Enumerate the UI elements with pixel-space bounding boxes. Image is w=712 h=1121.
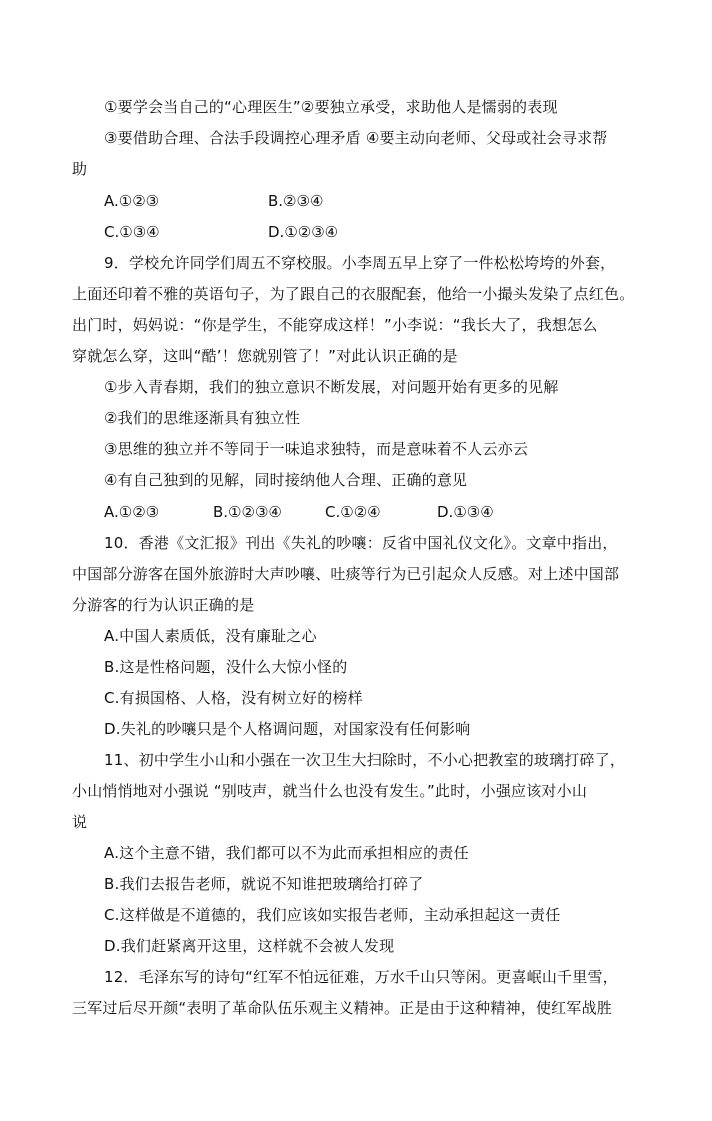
q8-option-c: C.①③④: [104, 223, 160, 241]
q9-stem-line-4: 穿就怎么穿，这叫“酷’！您就别管了！”对此认识正确的是: [72, 347, 458, 365]
q11-stem-line-2: 小山悄悄地对小强说 “别吱声，就当什么也没有发生。”此时，小强应该对小山: [72, 782, 588, 800]
q9-statement-1: ①步入青春期，我们的独立意识不断发展，对问题开始有更多的见解: [104, 378, 559, 396]
q11-option-c: C.这样做是不道德的，我们应该如实报告老师，主动承担起这一责任: [104, 906, 561, 924]
q9-stem-line-1: 9．学校允许同学们周五不穿校服。小李周五早上穿了一件松松垮垮的外套，: [104, 254, 616, 272]
q10-option-c: C.有损国格、人格，没有树立好的榜样: [104, 689, 363, 707]
q10-option-a: A.中国人素质低，没有廉耻之心: [104, 627, 317, 645]
q9-stem-line-2: 上面还印着不雅的英语句子，为了跟自己的衣服配套，他给一小撮头发染了点红色。: [72, 285, 635, 303]
q9-statement-3: ③思维的独立并不等同于一味追求独特，而是意味着不人云亦云: [104, 440, 529, 458]
q12-stem-line-2: 三军过后尽开颜“表明了革命队伍乐观主义精神。正是由于这种精神，使红军战胜: [72, 999, 612, 1017]
q10-stem-line-2: 中国部分游客在国外旅游时大声吵嚷、吐痰等行为已引起众人反感。对上述中国部: [72, 565, 620, 583]
q8-option-a: A.①②③: [104, 192, 160, 210]
q8-statement-1-2: ①要学会当自己的“心理医生”②要独立承受，求助他人是懦弱的表现: [104, 98, 558, 116]
q12-stem-line-1: 12．毛泽东写的诗句“红军不怕远征难，万水千山只等闲。更喜岷山千里雪，: [104, 968, 618, 986]
q10-stem-line-3: 分游客的行为认识正确的是: [72, 596, 255, 614]
q10-stem-line-1: 10．香港《文汇报》刊出《失礼的吵嚷：反省中国礼仪文化》。文章中指出，: [104, 534, 618, 552]
q11-option-b: B.我们去报告老师，就说不知谁把玻璃给打碎了: [104, 875, 424, 893]
q9-stem-line-3: 出门时，妈妈说：“你是学生，不能穿成这样！”小李说：“我长大了，我想怎么: [72, 316, 598, 334]
q11-option-d: D.我们赶紧离开这里，这样就不会被人发现: [104, 937, 395, 955]
q9-statement-4: ④有自己独到的见解，同时接纳他人合理、正确的意见: [104, 471, 468, 489]
q11-stem-line-1: 11、初中学生小山和小强在一次卫生大扫除时，不小心把教室的玻璃打碎了，: [104, 751, 626, 769]
q10-option-b: B.这是性格问题，没什么大惊小怪的: [104, 658, 348, 676]
q9-option-d: D.①③④: [437, 503, 494, 521]
q9-option-c: C.①②④: [325, 503, 381, 521]
q8-option-b: B.②③④: [268, 192, 324, 210]
q9-option-b: B.①②③④: [213, 503, 282, 521]
q10-option-d: D.失礼的吵嚷只是个人格调问题，对国家没有任何影响: [104, 720, 471, 738]
q11-option-a: A.这个主意不错，我们都可以不为此而承担相应的责任: [104, 844, 469, 862]
q8-statement-3-4: ③要借助合理、合法手段调控心理矛盾 ④要主动向老师、父母或社会寻求帮: [104, 129, 608, 147]
q8-statement-3-4-cont: 助: [72, 160, 88, 178]
q9-option-a: A.①②③: [104, 503, 160, 521]
q9-statement-2: ②我们的思维逐渐具有独立性: [104, 409, 301, 427]
q11-stem-line-3: 说: [72, 813, 88, 831]
q8-option-d: D.①②③④: [268, 223, 339, 241]
